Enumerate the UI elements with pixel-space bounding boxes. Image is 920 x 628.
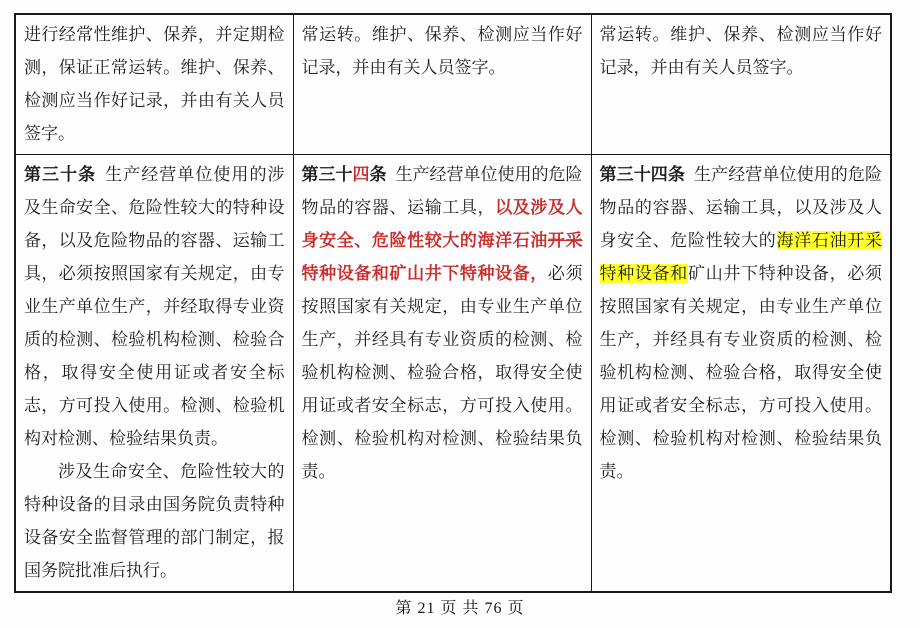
cell-article-30-old-law — [15, 155, 293, 593]
article-34-heading-red-char: 四 — [352, 165, 370, 184]
article-30-body: 生产经营单位使用的涉及生命安全、危险性较大的特种设备，以及危险物品的容器、运输工具，必须按照国家有关规定，由专业生产单位生产，并经取得专业资质的检测、检验机构检测、检验合格，取得安全使用证或者安全标志，方可投入使用。检测、检验机构对检测、检验结果负责。 — [24, 165, 285, 448]
table-row-continuation — [15, 14, 891, 155]
article-30-heading: 第三十条 — [24, 165, 97, 184]
red-struck-text: 开采 — [547, 231, 583, 250]
page-number-footer: 第 21 页 共 76 页 — [395, 600, 525, 617]
article-34-mid-text-2: 必须按照国家有关规定，由专业生产单位生产，并经具有专业资质的检测、检验机构检测、检验合格，取得安全使用证或者安全标志，方可投入使用。检测、检验机构对检测、检验结果负责。 — [301, 264, 583, 481]
red-inserted-text-1: 以及涉及人身安全、危险性较大的海洋石油 — [301, 198, 583, 250]
article-34-new-text-2: 矿山井下特种设备，必须按照国家有关规定，由专业生产单位生产，并经具有专业资质的检测、检验机构检测、检验合格，取得安全使用证或者安全标志，方可投入使用。检测、检验机构对检测、检验结果负责。 — [599, 264, 882, 481]
cell-old-law-continuation — [15, 14, 293, 155]
article-34-new-text-1: 生产经营单位使用的危险物品的容器、运输工具，以及涉及人身安全、危险性较大的 — [599, 165, 882, 250]
article-34-mid-text-1: 生产经营单位使用的危险物品的容器、运输工具， — [301, 165, 583, 217]
cell-article-34-mid-law — [293, 155, 591, 593]
cell-article-34-new-law — [591, 155, 891, 593]
article-34-heading-part2: 条 — [369, 165, 387, 184]
cell-new-law-continuation — [591, 14, 891, 155]
article-34-heading-part1: 第三十 — [301, 165, 353, 184]
article-30-paragraph-2: 涉及生命安全、危险性较大的特种设备的目录由国务院负责特种设备安全监督管理的部门制定，报国务院批准后执行。 — [24, 462, 285, 580]
law-comparison-table — [14, 13, 892, 593]
article-34-new-paragraph — [600, 158, 883, 488]
table-row-articles — [15, 155, 891, 593]
old-law-continuation-text: 进行经常性维护、保养，并定期检测，保证正常运转。维护、保养、检测应当作好记录，并由有关人员签字。 — [24, 25, 285, 143]
mid-law-continuation-text: 常运转。维护、保养、检测应当作好记录，并由有关人员签字。 — [301, 25, 583, 77]
article-34-mid-paragraph — [302, 158, 583, 488]
new-law-continuation-text: 常运转。维护、保养、检测应当作好记录，并由有关人员签字。 — [599, 25, 882, 77]
red-inserted-text-2: 特种设备和矿山井下特种设备， — [301, 264, 548, 283]
article-30-paragraph-1 — [24, 158, 285, 455]
cell-mid-law-continuation — [293, 14, 591, 155]
yellow-highlighted-text: 海洋石油开采特种设备和 — [599, 231, 882, 283]
article-34-new-heading: 第三十四条 — [599, 165, 685, 184]
